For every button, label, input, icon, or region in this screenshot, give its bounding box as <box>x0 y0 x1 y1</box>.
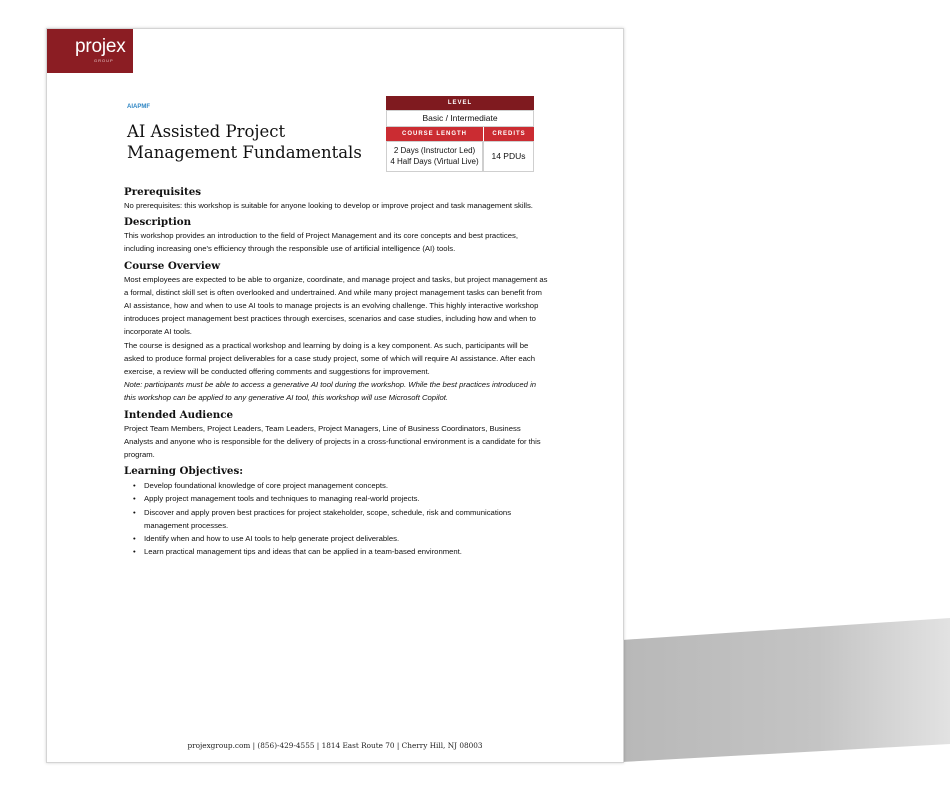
course-code: AIAPMF <box>127 104 150 110</box>
objective-item <box>124 479 549 492</box>
objective-text: Develop foundational knowledge of core project management concepts. <box>144 481 389 491</box>
bullet-icon: • <box>133 481 136 491</box>
objective-item <box>124 545 549 558</box>
credits-header: CREDITS <box>484 127 534 141</box>
level-header: LEVEL <box>386 96 534 110</box>
logo-text: projex <box>75 36 126 57</box>
prerequisites-text: No prerequisites: this workshop is suitable for anyone looking to develop or improve project and task management skills. <box>124 201 533 210</box>
course-info-table <box>386 96 534 172</box>
objective-text: Identify when and how to use AI tools to help generate project deliverables. <box>144 534 400 544</box>
audience-text: Project Team Members, Project Leaders, Team Leaders, Project Managers, Line of Business Coordinators, Business Analysts and anyone who is responsible for the delivery of projects in a cross-functional environment is a candidate for this program. <box>124 423 541 460</box>
objective-item <box>124 492 549 505</box>
overview-paragraph-1: Most employees are expected to be able to organize, coordinate, and manage project and tasks, but project management as a formal, distinct skill set is often overlooked and undertrained. And while many project management tasks can benefit from AI assistance, how and when to use AI tools to manage projects is an evolving challenge. This highly interactive workshop introduces project management best practices through exercises, scenarios and case studies, including how and when to incorporate AI tools. <box>124 274 548 337</box>
objectives-list <box>124 479 549 558</box>
objective-item <box>124 532 549 545</box>
objectives-heading: Learning Objectives: <box>124 465 244 478</box>
credits-value: 14 PDUs <box>483 141 534 172</box>
objective-text: Discover and apply proven best practices for project stakeholder, scope, schedule, risk and communications management processes. <box>144 507 512 530</box>
objective-text: Learn practical management tips and ideas that can be applied in a team-based environment. <box>144 547 462 557</box>
prerequisites-heading: Prerequisites <box>124 186 202 198</box>
prerequisites-section <box>124 186 549 212</box>
bullet-icon: • <box>133 547 136 557</box>
description-text: This workshop provides an introduction to the field of Project Management and its core concepts and best practices, including increasing one's efficiency through the responsible use of artificial intelligence (AI) tools. <box>124 231 518 254</box>
course-length-header: COURSE LENGTH <box>386 127 483 141</box>
document-body <box>124 186 549 562</box>
overview-paragraph-2: The course is designed as a practical workshop and learning by doing is a key component. As such, participants will be asked to produce formal project deliverables for a case study project, some of which will require AI assistance. After each exercise, a review will be conducted offering comments and suggestions for improvement. <box>124 340 536 377</box>
course-title: AI Assisted Project Management Fundamentals <box>127 122 362 162</box>
overview-section <box>124 260 549 405</box>
bullet-icon: • <box>133 534 136 544</box>
document-page <box>46 28 624 763</box>
objective-text: Apply project management tools and techniques to managing real-world projects. <box>144 494 420 504</box>
audience-section <box>124 409 549 462</box>
audience-heading: Intended Audience <box>124 408 234 421</box>
course-length-line1: 2 Days (Instructor Led) <box>393 146 476 155</box>
page-footer: projexgroup.com | (856)-429-4555 | 1814 East Route 70 | Cherry Hill, NJ 08003 <box>187 741 483 750</box>
course-length-line2: 4 Half Days (Virtual Live) <box>390 157 479 166</box>
objective-item <box>124 506 549 532</box>
course-length-value <box>386 141 483 172</box>
bullet-icon: • <box>133 507 136 517</box>
bullet-icon: • <box>133 494 136 504</box>
description-heading: Description <box>124 216 192 229</box>
logo-subtext: GROUP <box>94 58 114 63</box>
overview-note: Note: participants must be able to access a generative AI tool during the workshop. While the best practices introduced in this workshop can be applied to any generative AI tool, this workshop will use Microsoft Copilot. <box>124 380 537 403</box>
level-value: Basic / Intermediate <box>386 110 534 127</box>
projex-logo <box>47 29 133 73</box>
description-section <box>124 216 549 255</box>
overview-heading: Course Overview <box>124 259 221 272</box>
objectives-section <box>124 465 549 558</box>
